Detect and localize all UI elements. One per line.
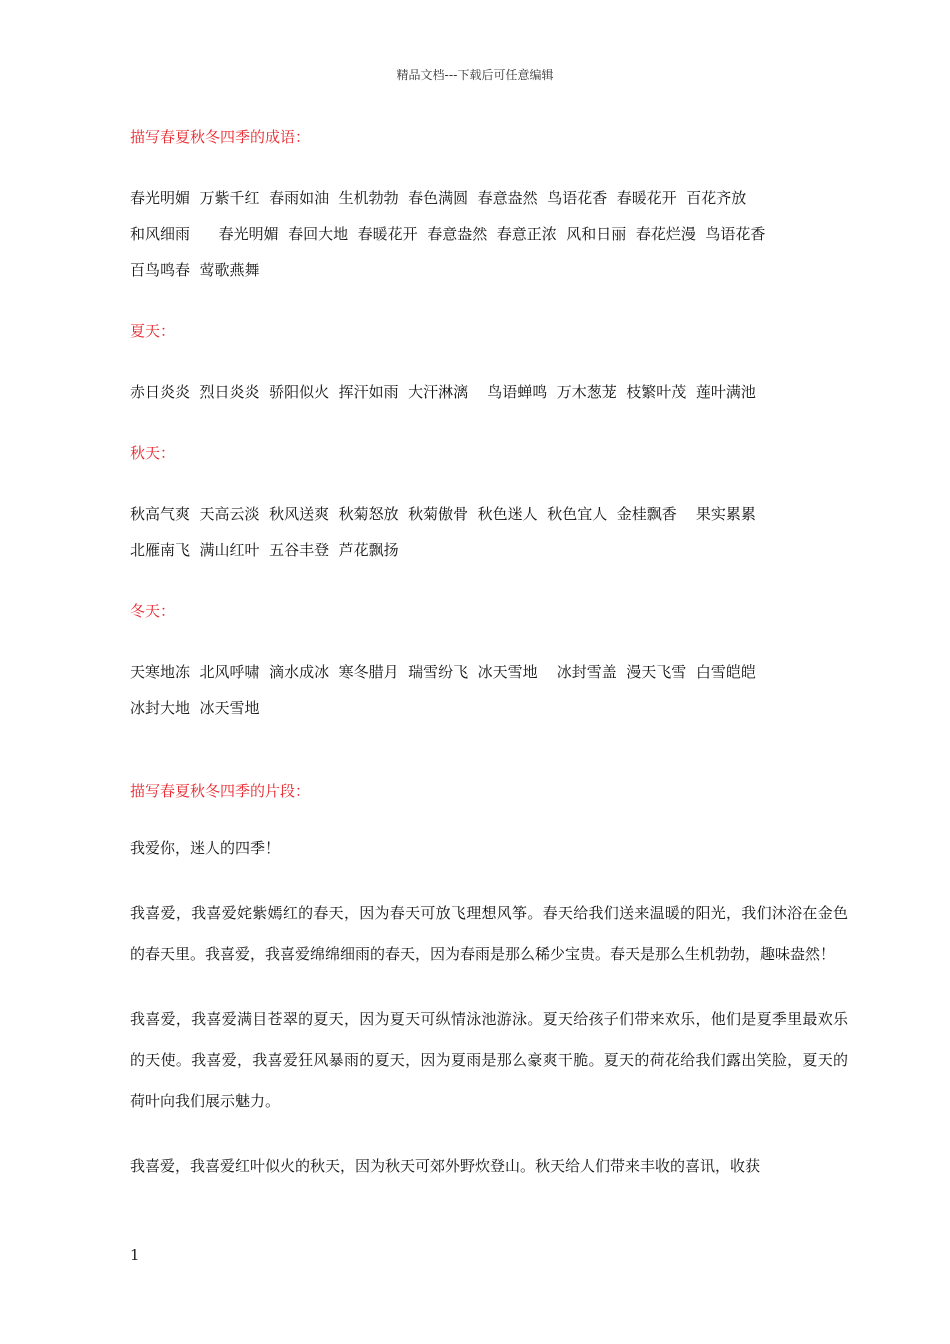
- winter-heading: 冬天：: [130, 602, 176, 620]
- paragraph: 我喜爱，我喜爱姹紫嫣红的春天，因为春天可放飞理想风筝。春天给我们送来温暖的阳光，我们沐浴在金色的春天里。我喜爱，我喜爱绵绵细雨的春天，因为春雨是那么稀少宝贵。春天是那么生机勃勃，趣味盎然！: [130, 904, 848, 963]
- spring-idioms: [130, 180, 848, 288]
- idiom-line: 冰封大地 冰天雪地: [130, 699, 260, 717]
- idiom-line: 赤日炎炎 烈日炎炎 骄阳似火 挥汗如雨 大汗淋漓 鸟语蝉鸣 万木葱茏 枝繁叶茂 莲叶满池: [130, 383, 756, 401]
- idiom-line: 北雁南飞 满山红叶 五谷丰登 芦花飘扬: [130, 541, 399, 559]
- idiom-line: 和风细雨 春光明媚 春回大地 春暖花开 春意盎然 春意正浓 风和日丽 春花烂漫 鸟语花香: [130, 225, 766, 243]
- document-body: [130, 120, 848, 1187]
- idiom-line: 春光明媚 万紫千红 春雨如油 生机勃勃 春色满圆 春意盎然 鸟语花香 春暖花开 百花齐放: [130, 189, 747, 207]
- paragraph: 我喜爱，我喜爱满目苍翠的夏天，因为夏天可纵情泳池游泳。夏天给孩子们带来欢乐，他们是夏季里最欢乐的天使。我喜爱，我喜爱狂风暴雨的夏天，因为夏雨是那么豪爽干脆。夏天的荷花给我们露出笑脸，夏天的荷叶向我们展示魅力。: [130, 1010, 848, 1110]
- idiom-line: 百鸟鸣春 莺歌燕舞: [130, 261, 260, 279]
- paragraph: 我爱你，迷人的四季！: [130, 839, 281, 857]
- idiom-line: 天寒地冻 北风呼啸 滴水成冰 寒冬腊月 瑞雪纷飞 冰天雪地 冰封雪盖 漫天飞雪 白雪皑皑: [130, 663, 756, 681]
- passages-heading: 描写春夏秋冬四季的片段：: [130, 782, 311, 800]
- page-header: 精品文档---下载后可任意编辑: [396, 68, 554, 82]
- summer-heading: 夏天：: [130, 322, 176, 340]
- idiom-line: 秋高气爽 天高云淡 秋风送爽 秋菊怒放 秋菊傲骨 秋色迷人 秋色宜人 金桂飘香 果实累累: [130, 505, 756, 523]
- winter-idioms: [130, 654, 848, 726]
- paragraph: 我喜爱，我喜爱红叶似火的秋天，因为秋天可郊外野炊登山。秋天给人们带来丰收的喜讯，收获: [130, 1157, 761, 1175]
- idioms-heading: 描写春夏秋冬四季的成语：: [130, 128, 311, 146]
- autumn-idioms: [130, 496, 848, 568]
- summer-idioms: [130, 374, 848, 410]
- page-number: 1: [130, 1246, 140, 1264]
- autumn-heading: 秋天：: [130, 444, 176, 462]
